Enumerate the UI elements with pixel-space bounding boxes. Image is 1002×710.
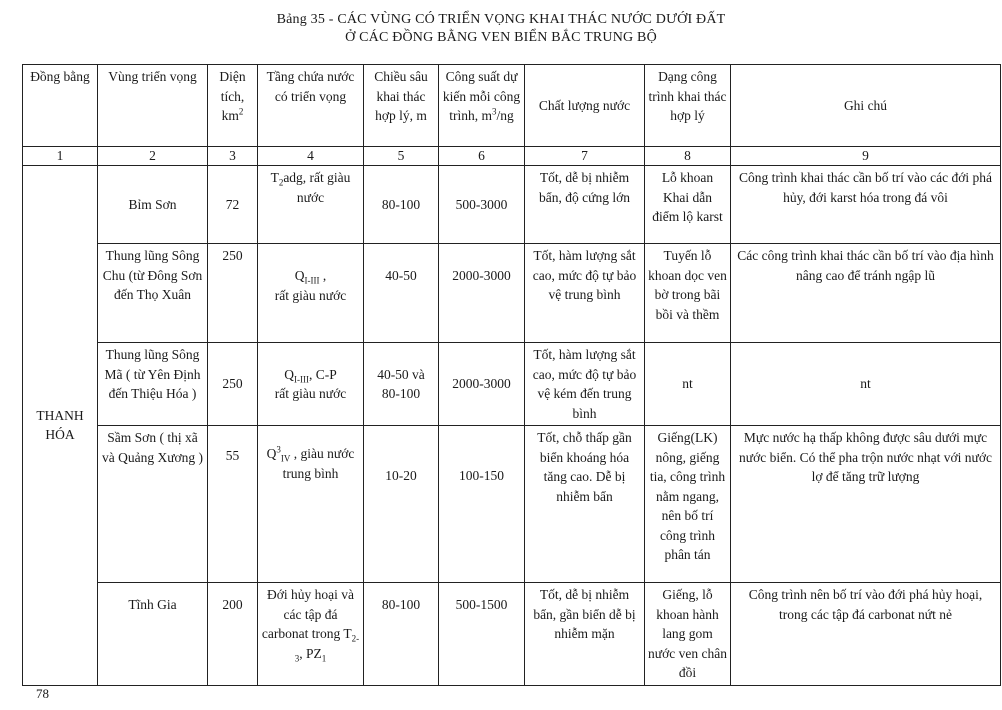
- quality-cell: Tốt, dễ bị nhiễm bẩn, gần biển dễ bị nhiễm mặn: [525, 583, 645, 686]
- page-number: 78: [36, 686, 49, 701]
- area-cell: 200: [208, 583, 258, 686]
- works-cell: nt: [645, 343, 731, 426]
- header-aquifer: Tầng chứa nước có triển vọng: [258, 65, 364, 147]
- aquifer-cell: $Q^3_{IV}$ , giàu nước trung bình: [258, 426, 364, 583]
- header-region: Vùng triển vọng: [98, 65, 208, 147]
- header-row: [23, 65, 1001, 147]
- table-row: [23, 166, 1001, 244]
- works-cell: Giếng, lỗ khoan hành lang gom nước ven chân đồi: [645, 583, 731, 686]
- aquifer-cell: $Q_{I-III}$, C-P rất giàu nước: [258, 343, 364, 426]
- col-number: 1: [23, 147, 98, 166]
- table-title-line1: Bảng 35 - CÁC VÙNG CÓ TRIỂN VỌNG KHAI THÁC NƯỚC DƯỚI ĐẤT: [276, 12, 726, 27]
- column-number-row: [23, 147, 1001, 166]
- col-number: 2: [98, 147, 208, 166]
- col-number: 8: [645, 147, 731, 166]
- col-number: 5: [364, 147, 439, 166]
- region-cell: Tĩnh Gia: [98, 583, 208, 686]
- region-cell: Bỉm Sơn: [98, 166, 208, 244]
- aquifer-cell: $Q_{I-III}$ , rất giàu nước: [258, 244, 364, 343]
- col-number: 3: [208, 147, 258, 166]
- area-cell: 55: [208, 426, 258, 583]
- depth-cell: 40-50: [364, 244, 439, 343]
- depth-cell: 80-100: [364, 583, 439, 686]
- header-capacity: Công suất dự kiến mỗi công trình, $m^3/ng$: [439, 65, 525, 147]
- region-cell: Thung lũng Sông Chu (từ Đông Sơn đến Thọ Xuân: [98, 244, 208, 343]
- header-works: Dạng công trình khai thác hợp lý: [645, 65, 731, 147]
- note-cell: Các công trình khai thác cần bố trí vào địa hình nâng cao để tránh ngập lũ: [731, 244, 1001, 343]
- works-cell: Lỗ khoan Khai dẫn điểm lộ karst: [645, 166, 731, 244]
- area-cell: 72: [208, 166, 258, 244]
- note-cell: Mực nước hạ thấp không được sâu dưới mực nước biển. Có thể pha trộn nước nhạt với nước lợ để tăng trữ lượng: [731, 426, 1001, 583]
- aquifer-cell: Đới hủy hoại và các tập đá carbonat trong $T_{2-3}$, $PZ_1$: [258, 583, 364, 686]
- capacity-cell: 2000-3000: [439, 343, 525, 426]
- col-number: 9: [731, 147, 1001, 166]
- col-number: 6: [439, 147, 525, 166]
- capacity-cell: 500-1500: [439, 583, 525, 686]
- area-cell: 250: [208, 244, 258, 343]
- header-plain: Đồng bằng: [23, 65, 98, 147]
- col-number: 4: [258, 147, 364, 166]
- quality-cell: Tốt, dễ bị nhiễm bẩn, độ cứng lớn: [525, 166, 645, 244]
- table-row: [23, 426, 1001, 583]
- capacity-cell: 2000-3000: [439, 244, 525, 343]
- header-note: Ghi chú: [731, 65, 1001, 147]
- quality-cell: Tốt, hàm lượng sắt cao, mức độ tự bảo vệ kém đến trung bình: [525, 343, 645, 426]
- plain-name: THANH HÓA: [23, 166, 98, 686]
- depth-cell: 40-50 và 80-100: [364, 343, 439, 426]
- region-cell: Sầm Sơn ( thị xã và Quảng Xương ): [98, 426, 208, 583]
- area-cell: 250: [208, 343, 258, 426]
- works-cell: Tuyến lỗ khoan dọc ven bờ trong bãi bồi và thềm: [645, 244, 731, 343]
- capacity-cell: 500-3000: [439, 166, 525, 244]
- table-row: [23, 343, 1001, 426]
- capacity-cell: 100-150: [439, 426, 525, 583]
- header-depth: Chiều sâu khai thác hợp lý, m: [364, 65, 439, 147]
- table-row: [23, 583, 1001, 686]
- region-cell: Thung lũng Sông Mã ( từ Yên Định đến Thiệu Hóa ): [98, 343, 208, 426]
- quality-cell: Tốt, chỗ thấp gần biển khoáng hóa tăng cao. Dễ bị nhiễm bẩn: [525, 426, 645, 583]
- note-cell: Công trình nên bố trí vào đới phá hủy hoại, trong các tập đá carbonat nứt nẻ: [731, 583, 1001, 686]
- header-quality: Chất lượng nước: [525, 65, 645, 147]
- groundwater-table: [22, 64, 1001, 686]
- note-cell: Công trình khai thác cần bố trí vào các đới phá hủy, đới karst hóa trong đá vôi: [731, 166, 1001, 244]
- table-title-line2: Ở CÁC ĐỒNG BẰNG VEN BIỂN BẮC TRUNG BỘ: [345, 30, 657, 45]
- note-cell: nt: [731, 343, 1001, 426]
- aquifer-cell: $T_2adg$, rất giàu nước: [258, 166, 364, 244]
- quality-cell: Tốt, hàm lượng sắt cao, mức độ tự bảo vệ trung bình: [525, 244, 645, 343]
- col-number: 7: [525, 147, 645, 166]
- table-row: [23, 244, 1001, 343]
- header-area: Diện tích, $km^2$: [208, 65, 258, 147]
- depth-cell: 10-20: [364, 426, 439, 583]
- works-cell: Giếng(LK) nông, giếng tia, công trình nằm ngang, nên bố trí công trình phân tán: [645, 426, 731, 583]
- depth-cell: 80-100: [364, 166, 439, 244]
